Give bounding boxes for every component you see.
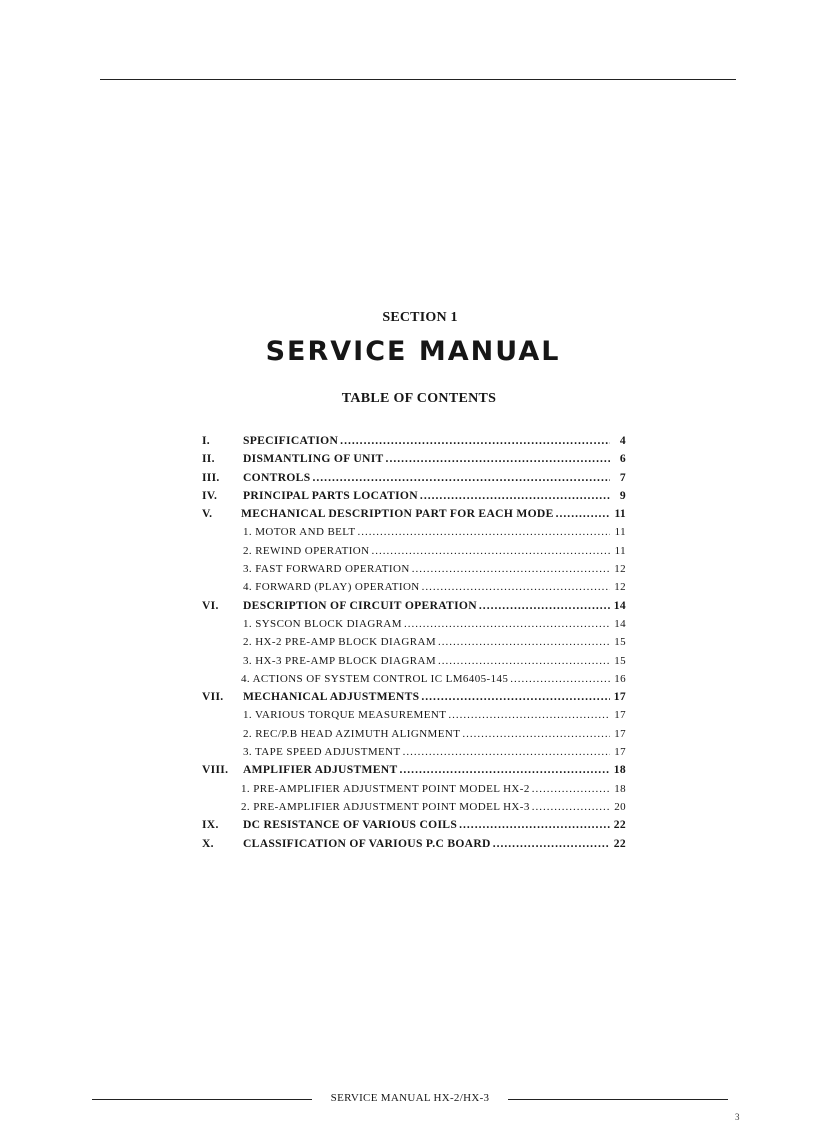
toc-dot-leader bbox=[404, 615, 610, 633]
toc-subsection-entry bbox=[202, 798, 626, 816]
toc-subsection-entry bbox=[202, 743, 626, 761]
toc-entry-page: 20 bbox=[614, 800, 626, 813]
toc-subsection-entry bbox=[202, 652, 626, 670]
toc-dot-leader bbox=[438, 652, 610, 670]
toc-entry-page: 12 bbox=[614, 581, 626, 594]
toc-subsection-entry bbox=[202, 780, 626, 798]
toc-entry-page: 12 bbox=[614, 563, 626, 576]
toc-subsection-entry bbox=[202, 560, 626, 578]
toc-entry-page: 15 bbox=[614, 636, 626, 649]
toc-entry-title: CONTROLS bbox=[243, 470, 311, 484]
table-of-contents bbox=[202, 432, 626, 853]
page-title: SERVICE MANUAL bbox=[265, 336, 561, 367]
toc-entry-number: III. bbox=[202, 470, 220, 484]
toc-subsection-entry bbox=[202, 706, 626, 724]
toc-subsection-entry bbox=[202, 633, 626, 651]
toc-entry-page: 14 bbox=[613, 598, 626, 612]
toc-entry-number: VIII. bbox=[202, 763, 229, 777]
toc-subsection-entry bbox=[202, 578, 626, 596]
toc-dot-leader bbox=[403, 743, 610, 761]
toc-entry-page: 7 bbox=[619, 470, 626, 484]
toc-section-entry bbox=[202, 688, 626, 706]
toc-entry-page: 15 bbox=[614, 654, 626, 667]
toc-entry-number: IX. bbox=[202, 818, 219, 832]
toc-entry-page: 22 bbox=[613, 818, 626, 832]
toc-heading: TABLE OF CONTENTS bbox=[341, 391, 497, 406]
toc-dot-leader bbox=[493, 835, 610, 853]
toc-section-entry bbox=[202, 597, 626, 615]
toc-entry-page: 18 bbox=[613, 763, 626, 777]
toc-dot-leader bbox=[438, 633, 610, 651]
toc-entry-page: 17 bbox=[613, 690, 626, 704]
toc-entry-title: 1. PRE-AMPLIFIER ADJUSTMENT POINT MODEL HX-2 bbox=[241, 782, 530, 795]
toc-entry-page: 22 bbox=[613, 836, 626, 850]
toc-entry-title: MECHANICAL ADJUSTMENTS bbox=[243, 690, 420, 704]
toc-section-entry bbox=[202, 761, 626, 779]
top-rule bbox=[100, 79, 736, 80]
footer-rule-left bbox=[92, 1099, 312, 1100]
toc-dot-leader bbox=[386, 450, 610, 468]
toc-entry-page: 17 bbox=[614, 709, 626, 722]
toc-entry-number: IV. bbox=[202, 488, 218, 502]
toc-entry-page: 16 bbox=[614, 672, 626, 685]
toc-section-entry bbox=[202, 432, 626, 450]
toc-dot-leader bbox=[371, 542, 610, 560]
toc-dot-leader bbox=[420, 487, 610, 505]
toc-entry-number: V. bbox=[202, 507, 213, 521]
toc-entry-number: II. bbox=[202, 452, 215, 466]
toc-entry-title: 4. ACTIONS OF SYSTEM CONTROL IC LM6405-145 bbox=[241, 672, 509, 685]
toc-section-entry bbox=[202, 450, 626, 468]
toc-dot-leader bbox=[448, 706, 610, 724]
toc-section-entry bbox=[202, 505, 626, 523]
toc-entry-title: 2. REC/P.B HEAD AZIMUTH ALIGNMENT bbox=[243, 727, 461, 740]
toc-entry-title: DESCRIPTION OF CIRCUIT OPERATION bbox=[243, 598, 477, 612]
toc-section-entry bbox=[202, 835, 626, 853]
toc-dot-leader bbox=[532, 780, 610, 798]
toc-entry-number: VII. bbox=[202, 690, 224, 704]
toc-entry-title: 2. HX-2 PRE-AMP BLOCK DIAGRAM bbox=[243, 636, 437, 649]
toc-subsection-entry bbox=[202, 542, 626, 560]
toc-entry-title: 3. TAPE SPEED ADJUSTMENT bbox=[243, 746, 401, 759]
toc-entry-page: 4 bbox=[619, 434, 626, 447]
toc-entry-title: SPECIFICATION bbox=[243, 434, 339, 447]
toc-section-entry bbox=[202, 487, 626, 505]
toc-dot-leader bbox=[510, 670, 610, 688]
section-label: SECTION 1 bbox=[382, 310, 458, 325]
toc-section-entry bbox=[202, 816, 626, 834]
toc-dot-leader bbox=[412, 560, 610, 578]
toc-dot-leader bbox=[422, 578, 610, 596]
toc-entry-page: 14 bbox=[614, 617, 626, 630]
toc-dot-leader bbox=[479, 597, 610, 615]
toc-dot-leader bbox=[462, 725, 610, 743]
toc-entry-number: X. bbox=[202, 836, 214, 850]
toc-subsection-entry bbox=[202, 670, 626, 688]
toc-entry-title: MECHANICAL DESCRIPTION PART FOR EACH MODE bbox=[241, 507, 554, 521]
toc-entry-page: 17 bbox=[614, 727, 626, 740]
toc-dot-leader bbox=[399, 761, 610, 779]
toc-dot-leader bbox=[532, 798, 610, 816]
toc-entry-title: DISMANTLING OF UNIT bbox=[243, 452, 384, 466]
toc-entry-page: 17 bbox=[614, 746, 626, 759]
toc-section-entry bbox=[202, 469, 626, 487]
toc-entry-number: I. bbox=[202, 434, 211, 447]
footer-rule-right bbox=[508, 1099, 728, 1100]
toc-entry-title: 2. PRE-AMPLIFIER ADJUSTMENT POINT MODEL HX-3 bbox=[241, 800, 530, 813]
toc-entry-title: DC RESISTANCE OF VARIOUS COILS bbox=[243, 818, 458, 832]
toc-subsection-entry bbox=[202, 725, 626, 743]
toc-dot-leader bbox=[459, 816, 610, 834]
toc-entry-page: 11 bbox=[614, 507, 626, 521]
toc-entry-title: 2. REWIND OPERATION bbox=[243, 544, 370, 557]
toc-dot-leader bbox=[556, 505, 610, 523]
toc-entry-title: CLASSIFICATION OF VARIOUS P.C BOARD bbox=[243, 836, 491, 850]
toc-entry-title: 1. MOTOR AND BELT bbox=[243, 526, 356, 539]
toc-entry-title: 3. FAST FORWARD OPERATION bbox=[243, 563, 410, 576]
toc-entry-title: 1. SYSCON BLOCK DIAGRAM bbox=[243, 617, 402, 630]
toc-entry-page: 11 bbox=[614, 544, 626, 557]
toc-subsection-entry bbox=[202, 523, 626, 541]
page-number: 3 bbox=[735, 1112, 740, 1122]
toc-entry-page: 9 bbox=[619, 488, 626, 502]
footer-text: SERVICE MANUAL HX-2/HX-3 bbox=[330, 1092, 490, 1104]
toc-entry-page: 18 bbox=[614, 782, 626, 795]
toc-dot-leader bbox=[421, 688, 610, 706]
toc-entry-title: 1. VARIOUS TORQUE MEASUREMENT bbox=[243, 709, 447, 722]
toc-subsection-entry bbox=[202, 615, 626, 633]
toc-entry-page: 6 bbox=[619, 452, 626, 466]
toc-entry-title: 4. FORWARD (PLAY) OPERATION bbox=[243, 581, 420, 594]
toc-entry-title: 3. HX-3 PRE-AMP BLOCK DIAGRAM bbox=[243, 654, 437, 667]
toc-entry-title: AMPLIFIER ADJUSTMENT bbox=[243, 763, 398, 777]
toc-dot-leader bbox=[358, 523, 610, 541]
toc-entry-number: VI. bbox=[202, 598, 219, 612]
toc-entry-title: PRINCIPAL PARTS LOCATION bbox=[243, 488, 418, 502]
toc-dot-leader bbox=[340, 432, 610, 450]
toc-dot-leader bbox=[312, 469, 610, 487]
toc-entry-page: 11 bbox=[614, 526, 626, 539]
